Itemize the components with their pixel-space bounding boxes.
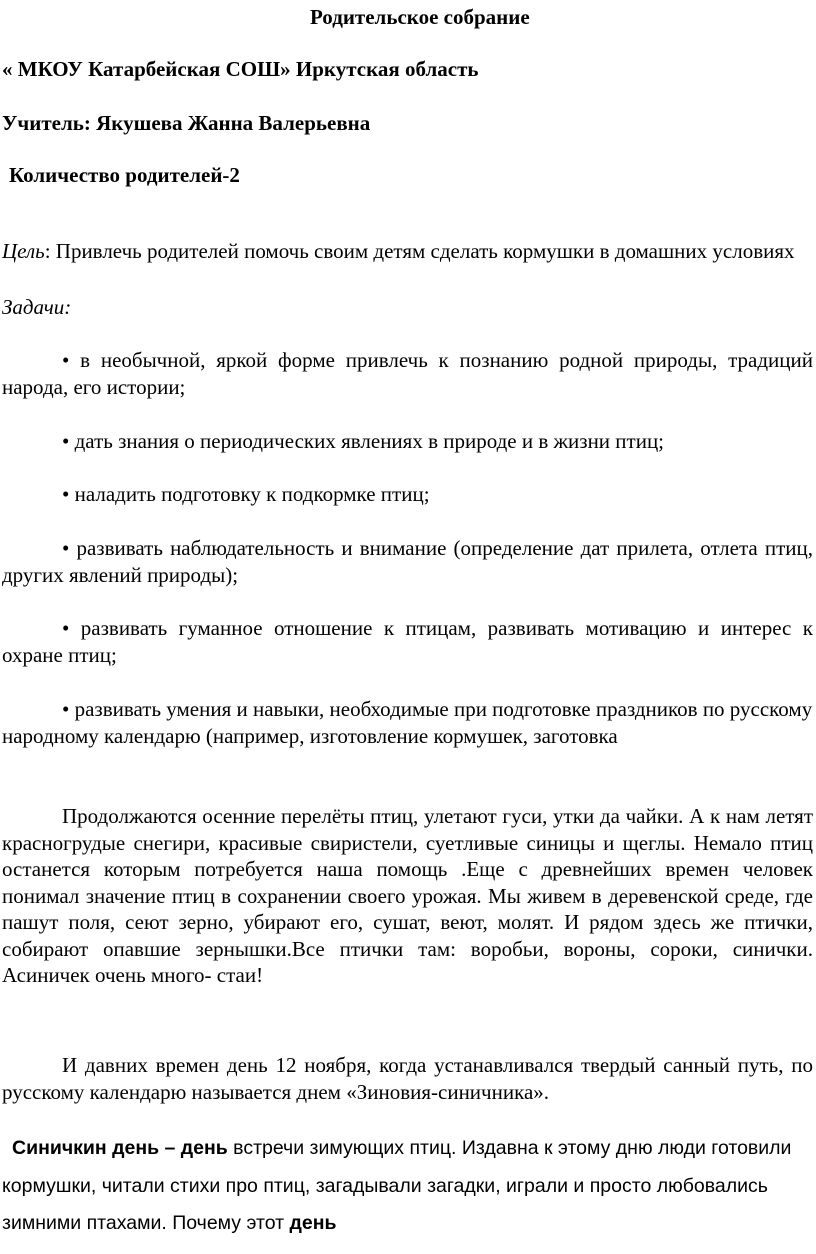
teacher-name: Учитель: Якушева Жанна Валерьевна: [2, 111, 371, 135]
body-paragraph-2: И давних времен день 12 ноября, когда устанавливался твердый санный путь, по русскому календарю называется днем «Зиновия-синичника».: [2, 1053, 813, 1104]
task-item: • развивать умения и навыки, необходимые при подготовке праздников по русскому народному календарю (например, изготовление кормушек, заготовка: [2, 697, 813, 748]
task-item: • наладить подготовку к подкормке птиц;: [62, 482, 430, 506]
goal-text: : Привлечь родителей помочь своим детям сделать кормушки в домашних условиях: [44, 239, 795, 263]
tasks-label: Задачи:: [2, 295, 72, 319]
goal-label: Цель: [2, 239, 45, 263]
task-item: • в необычной, яркой форме привлечь к познанию родной природы, традиций народа, его истории;: [2, 348, 813, 399]
closing-middle: встречи зимующих птиц. Издавна к этому дню люди готовили кормушки, читали стихи про птиц, загадывали загадки, играли и просто любовались зимними птахами. Почему этот: [2, 1137, 792, 1234]
task-item: • дать знания о периодических явлениях в природе и в жизни птиц;: [62, 429, 665, 453]
task-item: • развивать гуманное отношение к птицам, развивать мотивацию и интерес к охране птиц;: [2, 616, 813, 667]
body-paragraph-1: Продолжаются осенние перелёты птиц, улетают гуси, утки да чайки. А к нам летят красногрудые снегири, красивые свиристели, суетливые синицы и щеглы. Немало птиц останется которым потребуется наша помощь .Еще с древнейших времен человек понимал значение птиц в сохранении своего урожая. Мы живем в деревенской среде, где пашут поля, сеют зерно, убирают его, сушат, веют, молят. И рядом здесь же птички, собирают опавшие зернышки.Все птички там: воробьи, вороны, сороки, синички. Асиничек очень много- стаи!: [2, 804, 813, 987]
document-title: Родительское собрание: [310, 5, 530, 29]
task-item: • развивать наблюдательность и внимание (определение дат прилета, отлета птиц, других явлений природы);: [2, 536, 813, 587]
parents-count: Количество родителей-2: [9, 163, 240, 187]
closing-bold-end: день: [289, 1212, 337, 1234]
closing-bold-start: Синичкин день – день: [12, 1137, 228, 1159]
goal-paragraph: [2, 238, 813, 265]
closing-paragraph: [2, 1130, 813, 1243]
school-name: « МКОУ Катарбейская СОШ» Иркутская область: [2, 57, 479, 81]
